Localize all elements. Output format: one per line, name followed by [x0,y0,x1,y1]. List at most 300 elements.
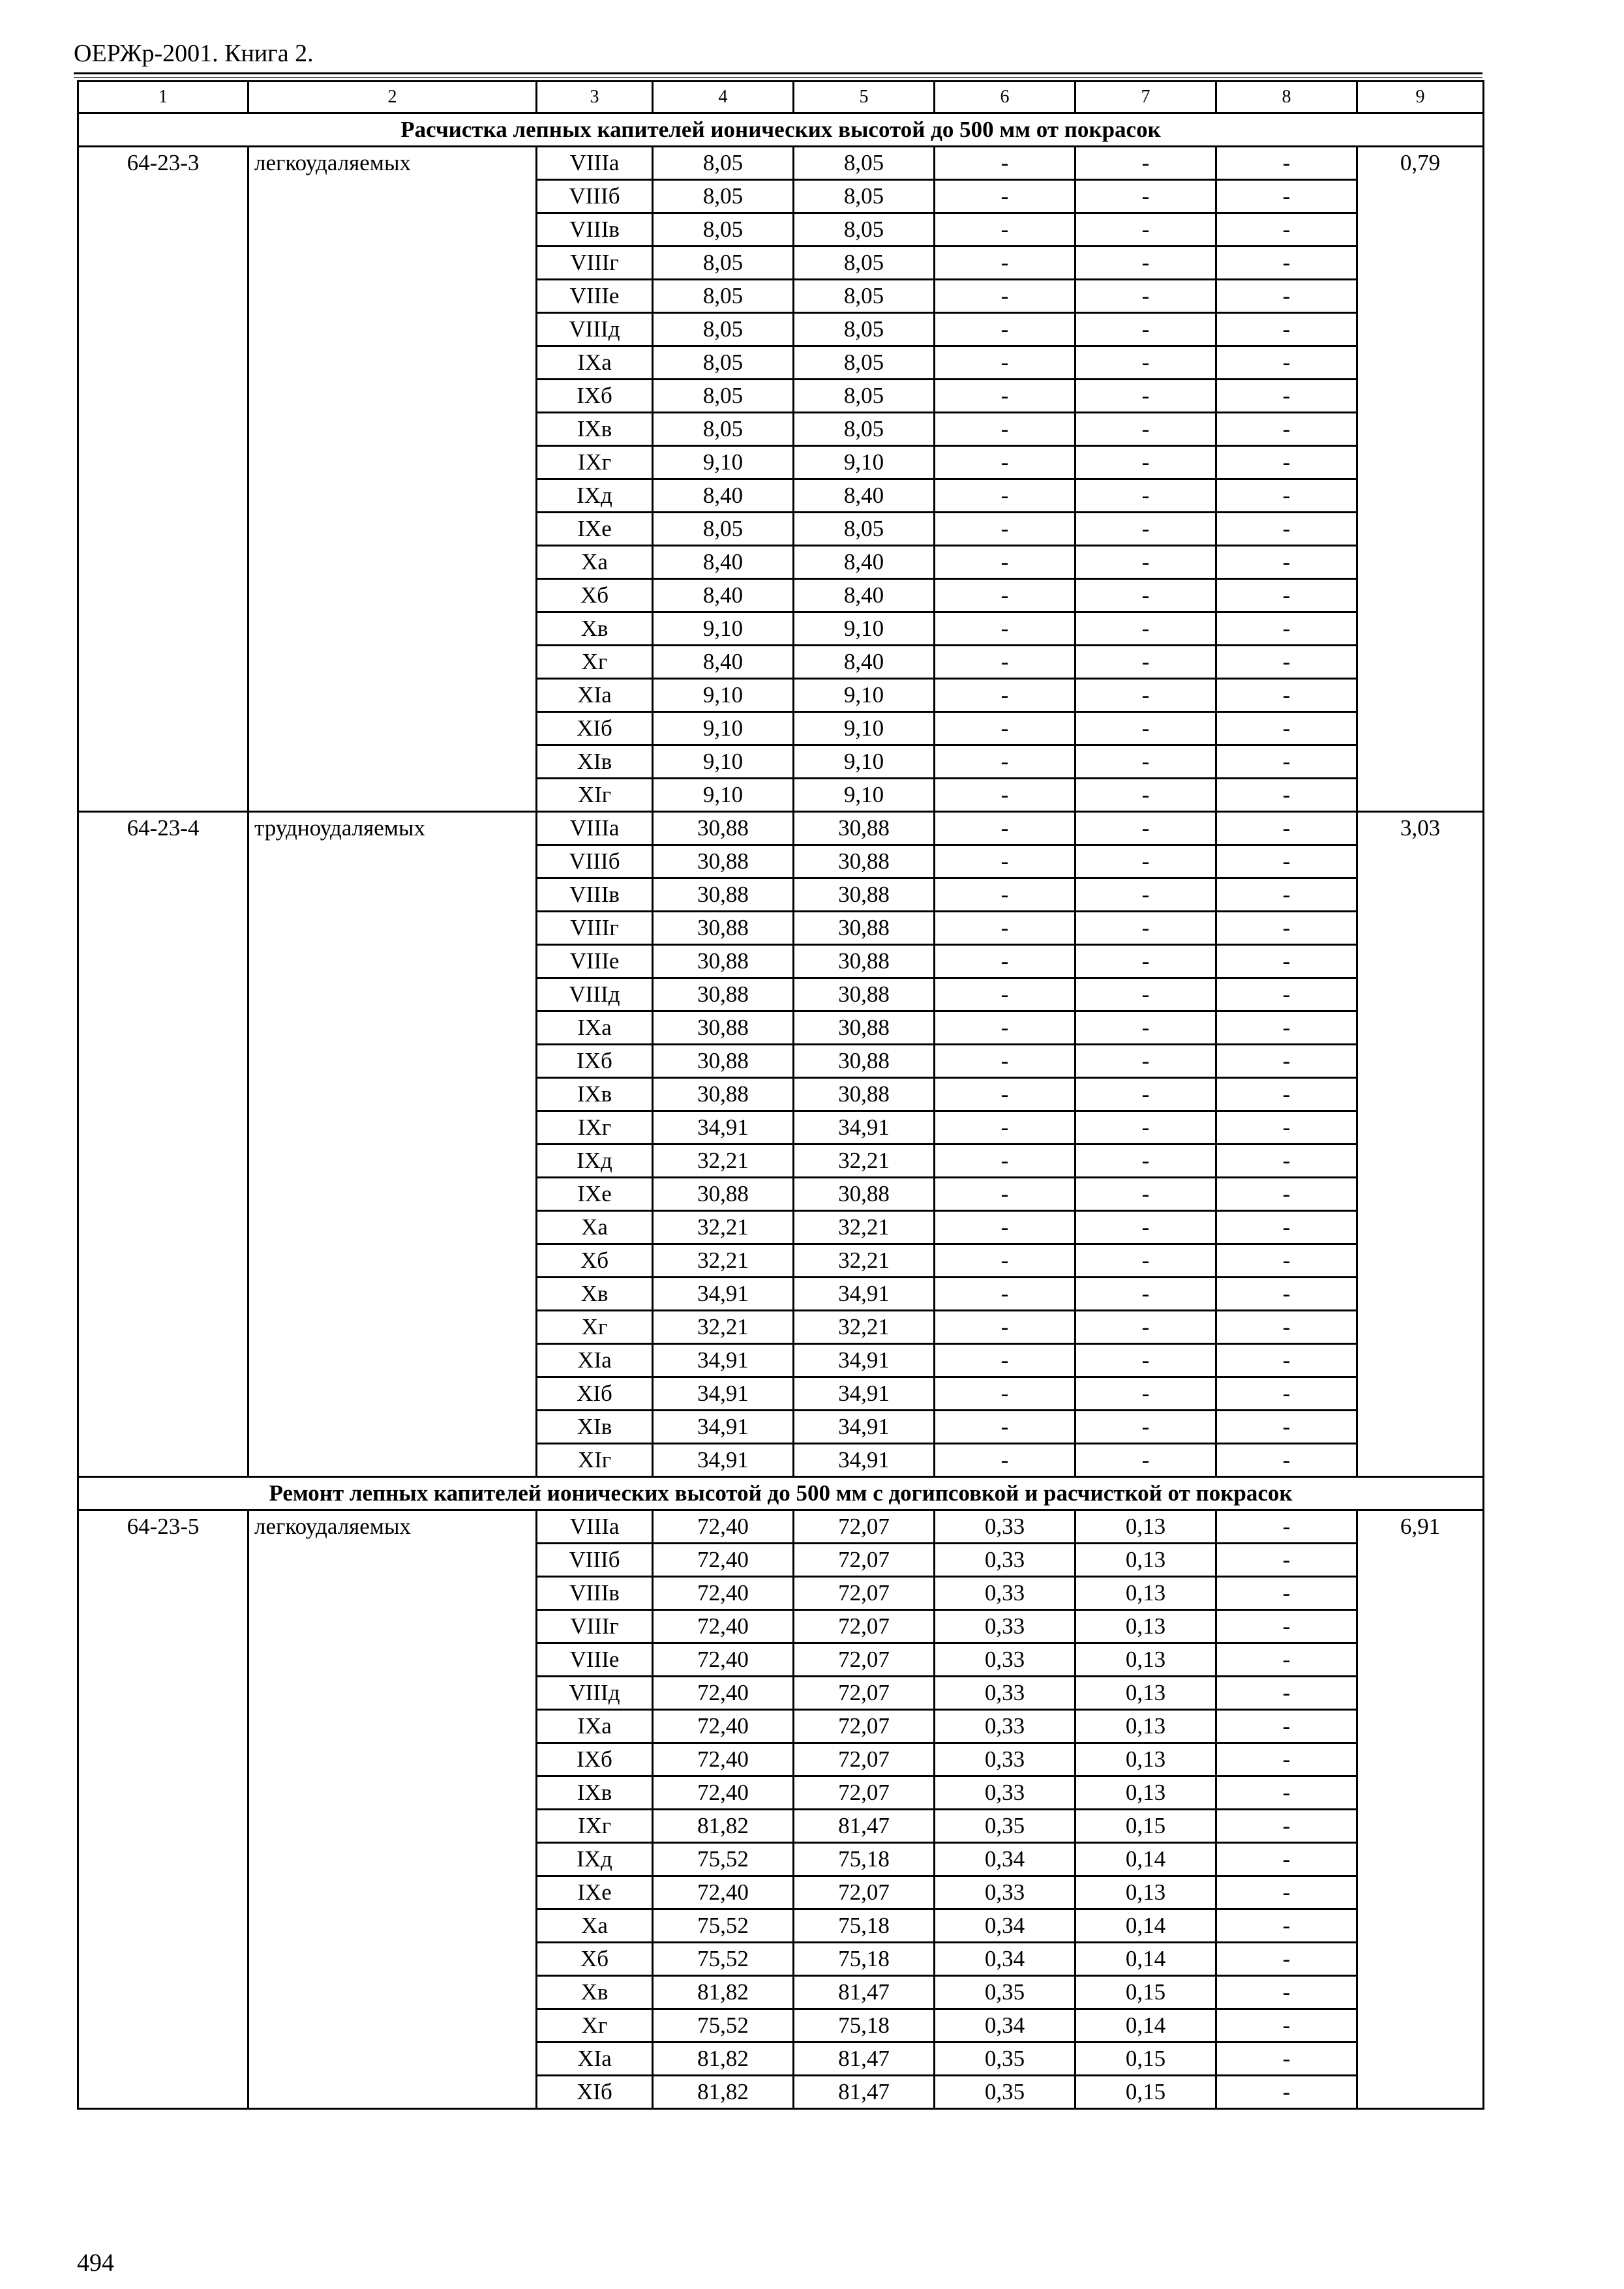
value-cell: 9,10 [794,446,935,479]
value-cell: XIб [537,2076,653,2109]
value-cell: - [1075,878,1216,912]
column-number-cell: 3 [537,82,653,113]
value-cell: 0,13 [1075,1677,1216,1710]
value-cell: 30,88 [653,1078,794,1111]
value-cell: - [1075,180,1216,213]
value-cell: 8,40 [794,646,935,679]
value-cell: - [1075,313,1216,346]
value-cell: Xб [537,1244,653,1278]
value-cell: 0,33 [935,1577,1075,1610]
value-cell: 8,05 [794,247,935,280]
value-cell: 34,91 [653,1344,794,1377]
value-cell: 0,34 [935,1943,1075,1976]
value-cell: - [1075,1344,1216,1377]
value-cell: - [1216,779,1357,812]
value-cell: Xб [537,1943,653,1976]
value-cell: 30,88 [653,912,794,945]
value-cell: - [1216,1244,1357,1278]
value-cell: IXб [537,380,653,413]
value-cell: 32,21 [794,1144,935,1178]
column-number-cell: 1 [78,82,248,113]
value-cell: 34,91 [794,1111,935,1144]
value-cell: 81,47 [794,1976,935,2009]
section-title: Расчистка лепных капителей ионических высотой до 500 мм от покрасок [78,113,1484,147]
value-cell: 72,40 [653,1577,794,1610]
value-cell: 0,15 [1075,1976,1216,2009]
value-cell: 34,91 [794,1278,935,1311]
value-cell: 8,05 [653,380,794,413]
value-cell: - [935,1244,1075,1278]
value-cell: 32,21 [653,1211,794,1244]
value-cell: VIIIa [537,147,653,180]
value-cell: - [935,1078,1075,1111]
value-cell: - [1216,2076,1357,2109]
value-cell: - [1075,912,1216,945]
value-cell: 72,40 [653,1776,794,1810]
value-cell: 30,88 [653,878,794,912]
value-cell: 72,07 [794,1677,935,1710]
value-cell: - [1216,1377,1357,1411]
value-cell: - [1216,812,1357,845]
column-number-row [78,82,1484,113]
value-cell: VIIIд [537,313,653,346]
value-cell: - [1075,779,1216,812]
value-cell: IXб [537,1045,653,1078]
column-number-cell: 4 [653,82,794,113]
value-cell: 8,05 [653,213,794,247]
value-cell: - [1075,546,1216,579]
value-cell: 34,91 [794,1344,935,1377]
value-cell: 0,14 [1075,1943,1216,1976]
value-cell: - [935,479,1075,513]
value-cell: 9,10 [794,612,935,646]
value-cell: 0,14 [1075,2009,1216,2042]
value-cell: 8,05 [653,180,794,213]
value-cell: - [1075,1211,1216,1244]
value-cell: 72,40 [653,1876,794,1909]
value-cell: 8,05 [794,213,935,247]
value-cell: 75,52 [653,1909,794,1943]
value-cell: - [1075,1278,1216,1311]
value-cell: - [1216,1344,1357,1377]
value-cell: 8,40 [653,479,794,513]
value-cell: 9,10 [653,679,794,712]
value-cell: 0,13 [1075,1876,1216,1909]
document-header: ОЕРЖр-2001. Книга 2. [74,40,314,67]
value-cell: 75,52 [653,1943,794,1976]
value-cell: - [1216,280,1357,313]
value-cell: 34,91 [794,1377,935,1411]
value-cell: - [1075,945,1216,978]
value-cell: 0,33 [935,1677,1075,1710]
value-cell: 0,13 [1075,1776,1216,1810]
value-cell: - [935,712,1075,745]
value-cell: - [1216,1311,1357,1344]
value-cell: VIIIe [537,945,653,978]
value-cell: - [1216,213,1357,247]
page-number: 494 [77,2249,114,2277]
value-cell: VIIIб [537,845,653,878]
value-cell: - [935,1278,1075,1311]
value-cell: 72,07 [794,1510,935,1544]
value-cell: - [1075,1045,1216,1078]
value-cell: 72,07 [794,1577,935,1610]
value-cell: - [935,413,1075,446]
value-cell: - [935,1178,1075,1211]
value-cell: - [1075,1078,1216,1111]
column-number-cell: 8 [1216,82,1357,113]
value-cell: VIIIe [537,280,653,313]
value-cell: IXг [537,1810,653,1843]
value-cell: - [935,180,1075,213]
value-cell: 75,18 [794,1943,935,1976]
value-cell: - [1075,1311,1216,1344]
value-cell: Xa [537,546,653,579]
column-number-cell: 7 [1075,82,1216,113]
value-cell: 0,35 [935,1810,1075,1843]
value-cell: - [1075,712,1216,745]
value-cell: 30,88 [653,1011,794,1045]
value-cell: 34,91 [653,1444,794,1477]
value-cell: XIб [537,712,653,745]
value-cell: - [1075,346,1216,380]
value-cell: XIa [537,1344,653,1377]
value-cell: VIIIб [537,1544,653,1577]
value-cell: - [935,280,1075,313]
value-cell: XIб [537,1377,653,1411]
value-cell: - [1075,1178,1216,1211]
value-cell: 9,10 [794,712,935,745]
value-cell: IXв [537,413,653,446]
value-cell: 8,05 [794,380,935,413]
value-cell: VIIIд [537,978,653,1011]
value-cell: 30,88 [794,1011,935,1045]
value-cell: 8,05 [794,413,935,446]
value-cell: 81,47 [794,1810,935,1843]
value-cell: - [1216,1211,1357,1244]
value-cell: IXб [537,1743,653,1776]
value-cell: 72,40 [653,1743,794,1776]
value-cell: - [1075,978,1216,1011]
value-cell: 34,91 [794,1444,935,1477]
value-cell: IXг [537,446,653,479]
value-cell: IXд [537,1843,653,1876]
value-cell: - [935,1444,1075,1477]
value-cell: 72,07 [794,1743,935,1776]
value-cell: 0,33 [935,1743,1075,1776]
value-cell: VIIIг [537,912,653,945]
value-cell: - [935,1045,1075,1078]
value-cell: 0,35 [935,2042,1075,2076]
value-cell: - [1075,479,1216,513]
value-cell: VIIIe [537,1643,653,1677]
value-cell: - [1216,912,1357,945]
value-cell: - [1216,1510,1357,1544]
value-cell: 8,05 [653,280,794,313]
value-cell: - [1216,1876,1357,1909]
value-cell: - [1216,1610,1357,1643]
value-cell: - [1075,1444,1216,1477]
value-cell: VIIIв [537,878,653,912]
value-cell: 8,05 [794,147,935,180]
value-cell: IXa [537,1710,653,1743]
value-cell: - [935,1411,1075,1444]
value-cell: 72,07 [794,1776,935,1810]
value-cell: 8,05 [794,346,935,380]
value-cell: - [1216,1943,1357,1976]
value-cell: - [1075,446,1216,479]
value-cell: 72,40 [653,1677,794,1710]
value-cell: IXд [537,479,653,513]
value-cell: - [1216,945,1357,978]
value-cell: - [1075,413,1216,446]
value-cell: 81,82 [653,2076,794,2109]
value-cell: - [935,1344,1075,1377]
value-cell: 0,13 [1075,1710,1216,1743]
value-cell: 0,15 [1075,2076,1216,2109]
value-cell: 81,82 [653,2042,794,2076]
value-cell: 8,05 [653,247,794,280]
value-cell: 9,10 [653,712,794,745]
value-cell: Xa [537,1909,653,1943]
value-cell: - [935,845,1075,878]
value-cell: 8,05 [653,513,794,546]
value-cell: XIг [537,779,653,812]
value-cell: VIIIб [537,180,653,213]
value-cell: - [1216,1643,1357,1677]
value-cell: - [1075,612,1216,646]
value-cell: 72,07 [794,1610,935,1643]
value-cell: 0,35 [935,2076,1075,2109]
value-cell: - [1075,147,1216,180]
value-cell: - [1075,1377,1216,1411]
rate-code-cell: 64-23-4 [78,812,248,1477]
value-cell: 32,21 [653,1311,794,1344]
value-cell: - [1216,1544,1357,1577]
value-cell: VIIIв [537,1577,653,1610]
value-cell: - [1216,1743,1357,1776]
value-cell: - [1075,646,1216,679]
value-cell: 0,13 [1075,1544,1216,1577]
value-cell: Xв [537,1278,653,1311]
value-cell: - [1075,380,1216,413]
value-cell: - [935,1211,1075,1244]
value-cell: - [935,147,1075,180]
value-cell: - [1216,1776,1357,1810]
value-cell: 0,35 [935,1976,1075,2009]
value-cell: IXe [537,1876,653,1909]
value-cell: - [935,380,1075,413]
value-cell: 8,05 [794,513,935,546]
value-cell: - [1216,1411,1357,1444]
value-cell: 9,10 [653,612,794,646]
value-cell: 0,15 [1075,1810,1216,1843]
value-cell: 0,33 [935,1710,1075,1743]
value-cell: - [1216,247,1357,280]
value-cell: 32,21 [794,1244,935,1278]
value-cell: - [935,978,1075,1011]
value-cell: 81,47 [794,2076,935,2109]
value-cell: 30,88 [653,845,794,878]
value-cell: - [1216,1111,1357,1144]
value-cell: 75,18 [794,2009,935,2042]
value-cell: 8,05 [653,313,794,346]
value-cell: - [935,779,1075,812]
value-cell: - [1216,745,1357,779]
value-cell: XIв [537,745,653,779]
value-cell: 0,34 [935,1843,1075,1876]
value-cell: - [1216,479,1357,513]
value-cell: 32,21 [653,1144,794,1178]
section-title-row [78,1477,1484,1510]
value-cell: IXa [537,346,653,380]
value-cell: 30,88 [794,878,935,912]
value-cell: 34,91 [653,1411,794,1444]
value-cell: - [1216,1444,1357,1477]
value-cell: - [935,546,1075,579]
value-cell: 72,40 [653,1710,794,1743]
value-cell: 72,40 [653,1643,794,1677]
header-rule-thin [74,77,1482,78]
value-cell: - [1075,1011,1216,1045]
rate-code-cell: 64-23-3 [78,147,248,812]
value-cell: - [935,1011,1075,1045]
value-cell: - [1075,845,1216,878]
value-cell: 30,88 [653,945,794,978]
value-cell: 9,10 [794,745,935,779]
value-cell: 30,88 [653,812,794,845]
column-number-cell: 5 [794,82,935,113]
value-cell: - [935,1311,1075,1344]
value-cell: IXв [537,1776,653,1810]
value-cell: IXв [537,1078,653,1111]
value-cell: 30,88 [794,1178,935,1211]
work-name-cell: легкоудаляемых [248,1510,537,2109]
value-cell: 8,05 [653,413,794,446]
value-cell: IXe [537,1178,653,1211]
value-cell: Xб [537,579,653,612]
value-cell: 8,05 [794,180,935,213]
value-cell: - [1216,1011,1357,1045]
value-cell: 0,34 [935,2009,1075,2042]
value-cell: - [1075,579,1216,612]
value-cell: - [1216,845,1357,878]
value-cell: 32,21 [794,1211,935,1244]
value-cell: 0,15 [1075,2042,1216,2076]
value-cell: - [1216,446,1357,479]
table-row [78,812,1484,845]
value-cell: 0,13 [1075,1643,1216,1677]
value-cell: - [1216,712,1357,745]
value-cell: - [1216,380,1357,413]
value-cell: - [1216,612,1357,646]
value-cell: 34,91 [653,1111,794,1144]
value-cell: - [1216,679,1357,712]
value-cell: - [1216,1710,1357,1743]
section-title-row [78,113,1484,147]
value-cell: - [1216,1045,1357,1078]
value-cell: - [1216,313,1357,346]
value-cell: 72,40 [653,1610,794,1643]
value-cell: - [1075,1144,1216,1178]
value-cell: - [1216,346,1357,380]
value-cell: - [1216,1810,1357,1843]
value-cell: - [1075,247,1216,280]
value-cell: 8,40 [653,546,794,579]
value-cell: - [935,945,1075,978]
value-cell: - [935,247,1075,280]
value-cell: VIIIв [537,213,653,247]
value-cell: 0,14 [1075,1909,1216,1943]
total-cell: 3,03 [1357,812,1484,1477]
value-cell: 0,33 [935,1776,1075,1810]
value-cell: - [935,912,1075,945]
value-cell: VIIIa [537,812,653,845]
header-rule [74,72,1482,74]
value-cell: 8,40 [794,546,935,579]
value-cell: XIг [537,1444,653,1477]
value-cell: - [1075,213,1216,247]
column-number-cell: 6 [935,82,1075,113]
value-cell: - [1216,1144,1357,1178]
value-cell: 0,13 [1075,1577,1216,1610]
value-cell: XIa [537,679,653,712]
value-cell: 30,88 [794,812,935,845]
value-cell: 72,07 [794,1544,935,1577]
value-cell: 34,91 [653,1377,794,1411]
value-cell: VIIIa [537,1510,653,1544]
value-cell: 9,10 [794,779,935,812]
value-cell: 8,40 [794,579,935,612]
value-cell: 9,10 [653,446,794,479]
table-row [78,1510,1484,1544]
value-cell: 9,10 [653,779,794,812]
value-cell: - [935,579,1075,612]
value-cell: - [1075,1244,1216,1278]
value-cell: 30,88 [794,912,935,945]
value-cell: 0,33 [935,1876,1075,1909]
value-cell: 8,40 [653,646,794,679]
value-cell: 72,40 [653,1510,794,1544]
value-cell: - [935,679,1075,712]
value-cell: - [1216,413,1357,446]
value-cell: 72,07 [794,1710,935,1743]
value-cell: - [1075,812,1216,845]
value-cell: - [1216,2009,1357,2042]
value-cell: - [1075,1411,1216,1444]
value-cell: - [1216,513,1357,546]
value-cell: VIIIг [537,1610,653,1643]
value-cell: - [935,646,1075,679]
value-cell: - [1216,147,1357,180]
work-name-cell: легкоудаляемых [248,147,537,812]
value-cell: - [1075,513,1216,546]
value-cell: IXд [537,1144,653,1178]
total-cell: 6,91 [1357,1510,1484,2109]
work-name-cell: трудноудаляемых [248,812,537,1477]
value-cell: - [935,513,1075,546]
value-cell: XIa [537,2042,653,2076]
value-cell: - [1075,745,1216,779]
value-cell: - [935,1377,1075,1411]
value-cell: 8,05 [653,147,794,180]
value-cell: 30,88 [794,1045,935,1078]
value-cell: - [935,446,1075,479]
value-cell: 0,33 [935,1544,1075,1577]
value-cell: 72,07 [794,1876,935,1909]
value-cell: - [1216,1078,1357,1111]
value-cell: - [1075,1111,1216,1144]
